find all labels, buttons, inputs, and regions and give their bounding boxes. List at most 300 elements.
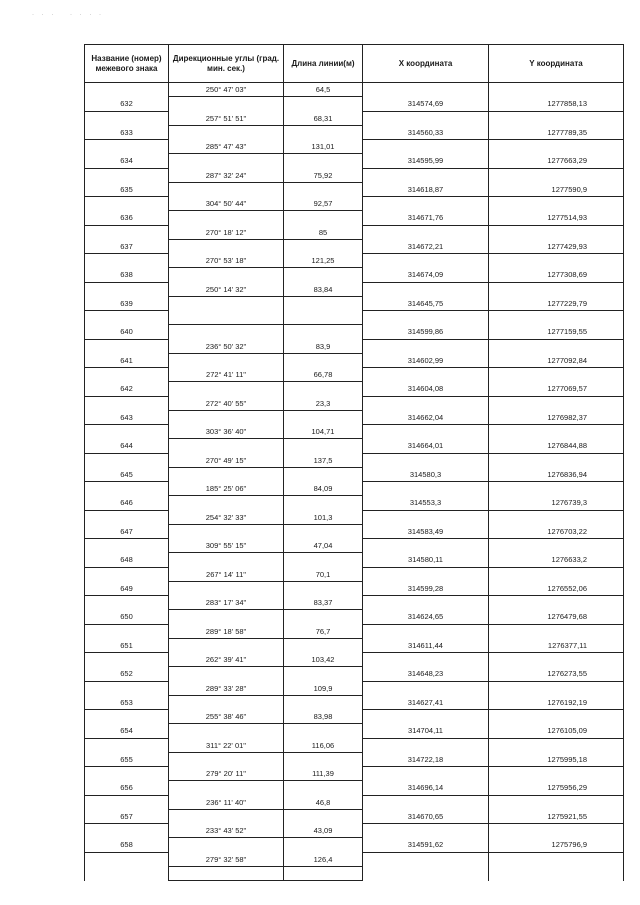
cell-line-length — [284, 354, 363, 368]
cell-point-name — [85, 853, 169, 867]
cell-point-name: 650 — [85, 610, 169, 624]
cell-direction-angle: 236° 50' 32" — [169, 340, 284, 354]
cell-line-length: 104,71 — [284, 425, 363, 439]
cell-point-name — [85, 539, 169, 553]
cell-point-name — [85, 112, 169, 126]
cell-x-coordinate: 314583,49 — [363, 525, 489, 539]
cell-point-name — [85, 767, 169, 781]
cell-y-coordinate: 1277229,79 — [489, 297, 623, 311]
cell-direction-angle: 250° 47' 03" — [169, 83, 284, 97]
table-row-point — [85, 354, 623, 368]
cell-point-name: 651 — [85, 639, 169, 653]
cell-x-coordinate: 314624,65 — [363, 610, 489, 624]
cell-x-coordinate: 314574,69 — [363, 97, 489, 111]
cell-line-length — [284, 382, 363, 396]
cell-point-name: 648 — [85, 553, 169, 567]
cell-y-coordinate — [489, 169, 623, 183]
cell-point-name: 646 — [85, 496, 169, 510]
cell-point-name: 637 — [85, 240, 169, 254]
cell-y-coordinate — [489, 653, 623, 667]
cell-direction-angle — [169, 154, 284, 168]
cell-y-coordinate — [489, 568, 623, 582]
cell-x-coordinate — [363, 596, 489, 610]
cell-x-coordinate: 314595,99 — [363, 154, 489, 168]
cell-line-length — [284, 183, 363, 197]
cell-line-length: 111,39 — [284, 767, 363, 781]
cell-y-coordinate — [489, 511, 623, 525]
cell-y-coordinate — [489, 197, 623, 211]
table-row-segment — [85, 169, 623, 183]
cell-line-length — [284, 126, 363, 140]
cell-line-length — [284, 297, 363, 311]
cell-line-length: 76,7 — [284, 625, 363, 639]
cell-direction-angle: 267° 14' 11" — [169, 568, 284, 582]
cell-point-name — [85, 311, 169, 325]
cell-line-length: 92,57 — [284, 197, 363, 211]
table-row-segment — [85, 739, 623, 753]
cell-line-length — [284, 211, 363, 225]
cell-y-coordinate: 1276982,37 — [489, 411, 623, 425]
table-row-point — [85, 439, 623, 453]
table-row-segment — [85, 454, 623, 468]
table-row-segment — [85, 568, 623, 582]
cell-point-name: 639 — [85, 297, 169, 311]
cell-y-coordinate — [489, 425, 623, 439]
cell-y-coordinate — [489, 682, 623, 696]
cell-point-name — [85, 625, 169, 639]
coordinates-table — [84, 44, 624, 881]
cell-direction-angle — [169, 439, 284, 453]
cell-point-name: 634 — [85, 154, 169, 168]
cell-direction-angle: 287° 32' 24" — [169, 169, 284, 183]
cell-x-coordinate — [363, 710, 489, 724]
header-x-coordinate: X координата — [363, 45, 489, 82]
cell-point-name — [85, 283, 169, 297]
cell-direction-angle: 311° 22' 01" — [169, 739, 284, 753]
table-row-segment — [85, 653, 623, 667]
cell-y-coordinate — [489, 454, 623, 468]
cell-direction-angle: 303° 36' 40" — [169, 425, 284, 439]
cell-y-coordinate: 1276552,06 — [489, 582, 623, 596]
cell-line-length: 68,31 — [284, 112, 363, 126]
table-row-point — [85, 610, 623, 624]
cell-y-coordinate: 1276273,55 — [489, 667, 623, 681]
cell-direction-angle: 272° 41' 11" — [169, 368, 284, 382]
cell-direction-angle: 270° 53' 18" — [169, 254, 284, 268]
cell-y-coordinate: 1277514,93 — [489, 211, 623, 225]
table-row-segment — [85, 311, 623, 325]
cell-y-coordinate: 1276844,88 — [489, 439, 623, 453]
table-row-segment — [85, 625, 623, 639]
cell-y-coordinate — [489, 796, 623, 810]
header-y-coordinate: Y координата — [529, 58, 583, 68]
cell-y-coordinate — [489, 397, 623, 411]
cell-direction-angle: 289° 18' 58" — [169, 625, 284, 639]
cell-line-length — [284, 268, 363, 282]
cell-direction-angle — [169, 126, 284, 140]
header-direction-angle: Дирекционные углы (град. мин. сек.) — [169, 45, 284, 82]
cell-x-coordinate: 314696,14 — [363, 781, 489, 795]
cell-line-length — [284, 553, 363, 567]
table-row-point — [85, 411, 623, 425]
table-row-segment — [85, 368, 623, 382]
cell-point-name — [85, 197, 169, 211]
cell-direction-angle: 233° 43' 52" — [169, 824, 284, 838]
cell-direction-angle: 257° 51' 51" — [169, 112, 284, 126]
cell-line-length — [284, 496, 363, 510]
cell-line-length: 83,84 — [284, 283, 363, 297]
cell-y-coordinate: 1275796,9 — [489, 838, 623, 852]
cell-y-coordinate: 1275956,29 — [489, 781, 623, 795]
cell-y-coordinate: 1277308,69 — [489, 268, 623, 282]
table-row-point — [85, 553, 623, 567]
cell-line-length — [284, 525, 363, 539]
table-row-point — [85, 268, 623, 282]
cell-line-length — [284, 97, 363, 111]
cell-point-name — [85, 710, 169, 724]
cell-direction-angle — [169, 582, 284, 596]
cell-direction-angle: 254° 32' 33" — [169, 511, 284, 525]
table-row-point — [85, 382, 623, 396]
table-row-point — [85, 496, 623, 510]
cell-point-name: 638 — [85, 268, 169, 282]
cell-x-coordinate: 314662,04 — [363, 411, 489, 425]
cell-line-length — [284, 867, 363, 881]
cell-direction-angle: 250° 14' 32" — [169, 283, 284, 297]
cell-point-name — [85, 226, 169, 240]
cell-y-coordinate — [489, 853, 623, 867]
cell-point-name — [85, 425, 169, 439]
cell-point-name — [85, 454, 169, 468]
cell-y-coordinate: 1277069,57 — [489, 382, 623, 396]
cell-direction-angle — [169, 496, 284, 510]
cell-y-coordinate: 1277590,9 — [489, 183, 623, 197]
cell-line-length — [284, 439, 363, 453]
cell-direction-angle — [169, 838, 284, 852]
table-row-segment — [85, 853, 623, 867]
cell-x-coordinate — [363, 482, 489, 496]
table-row-point — [85, 753, 623, 767]
cell-point-name — [85, 867, 169, 881]
cell-point-name — [85, 511, 169, 525]
cell-x-coordinate: 314580,3 — [363, 468, 489, 482]
cell-line-length: 101,3 — [284, 511, 363, 525]
cell-direction-angle — [169, 525, 284, 539]
cell-x-coordinate — [363, 653, 489, 667]
cell-line-length: 64,5 — [284, 83, 363, 97]
cell-y-coordinate: 1277429,93 — [489, 240, 623, 254]
cell-direction-angle — [169, 97, 284, 111]
cell-direction-angle: 236° 11' 40" — [169, 796, 284, 810]
cell-point-name: 640 — [85, 325, 169, 339]
table-row-segment — [85, 197, 623, 211]
cell-y-coordinate: 1277789,35 — [489, 126, 623, 140]
table-row-segment — [85, 254, 623, 268]
cell-y-coordinate: 1276192,19 — [489, 696, 623, 710]
cell-y-coordinate — [489, 83, 623, 97]
cell-x-coordinate: 314618,87 — [363, 183, 489, 197]
cell-direction-angle — [169, 724, 284, 738]
cell-x-coordinate — [363, 682, 489, 696]
scan-artifact: · · · · — [70, 12, 104, 18]
table-row-point — [85, 154, 623, 168]
cell-line-length: 23,3 — [284, 397, 363, 411]
cell-point-name — [85, 83, 169, 97]
cell-x-coordinate: 314604,08 — [363, 382, 489, 396]
cell-y-coordinate — [489, 254, 623, 268]
cell-line-length: 47,04 — [284, 539, 363, 553]
cell-line-length — [284, 154, 363, 168]
cell-x-coordinate — [363, 311, 489, 325]
table-row-point — [85, 582, 623, 596]
cell-line-length — [284, 753, 363, 767]
table-header — [85, 45, 623, 83]
cell-line-length: 109,9 — [284, 682, 363, 696]
cell-y-coordinate — [489, 226, 623, 240]
cell-line-length: 126,4 — [284, 853, 363, 867]
cell-point-name: 643 — [85, 411, 169, 425]
cell-x-coordinate: 314670,65 — [363, 810, 489, 824]
cell-line-length — [284, 639, 363, 653]
cell-x-coordinate: 314674,09 — [363, 268, 489, 282]
table-row-segment — [85, 112, 623, 126]
cell-x-coordinate — [363, 853, 489, 867]
cell-direction-angle: 285° 47' 43" — [169, 140, 284, 154]
table-row-point — [85, 297, 623, 311]
cell-y-coordinate: 1277092,84 — [489, 354, 623, 368]
table-row-point — [85, 667, 623, 681]
cell-line-length: 83,37 — [284, 596, 363, 610]
cell-y-coordinate — [489, 767, 623, 781]
cell-x-coordinate: 314627,41 — [363, 696, 489, 710]
table-row-segment — [85, 482, 623, 496]
cell-x-coordinate: 314648,23 — [363, 667, 489, 681]
cell-line-length — [284, 781, 363, 795]
cell-y-coordinate: 1275995,18 — [489, 753, 623, 767]
cell-direction-angle — [169, 268, 284, 282]
cell-y-coordinate: 1277663,29 — [489, 154, 623, 168]
cell-line-length: 121,25 — [284, 254, 363, 268]
cell-x-coordinate — [363, 340, 489, 354]
cell-line-length — [284, 468, 363, 482]
cell-point-name: 656 — [85, 781, 169, 795]
table-row-segment — [85, 226, 623, 240]
cell-direction-angle: 304° 50' 44" — [169, 197, 284, 211]
cell-line-length — [284, 582, 363, 596]
cell-x-coordinate — [363, 867, 489, 881]
cell-y-coordinate: 1277159,55 — [489, 325, 623, 339]
cell-direction-angle: 309° 55' 15" — [169, 539, 284, 553]
cell-x-coordinate — [363, 197, 489, 211]
table-row-point — [85, 724, 623, 738]
table-row-segment — [85, 397, 623, 411]
cell-point-name: 635 — [85, 183, 169, 197]
cell-y-coordinate — [489, 340, 623, 354]
cell-direction-angle — [169, 610, 284, 624]
table-row-point — [85, 639, 623, 653]
cell-x-coordinate — [363, 796, 489, 810]
cell-direction-angle — [169, 411, 284, 425]
cell-point-name — [85, 596, 169, 610]
cell-point-name: 649 — [85, 582, 169, 596]
cell-x-coordinate — [363, 83, 489, 97]
table-row-point — [85, 211, 623, 225]
cell-direction-angle: 283° 17' 34" — [169, 596, 284, 610]
cell-point-name — [85, 140, 169, 154]
cell-point-name: 636 — [85, 211, 169, 225]
cell-point-name — [85, 254, 169, 268]
cell-line-length: 137,5 — [284, 454, 363, 468]
cell-point-name: 655 — [85, 753, 169, 767]
cell-x-coordinate — [363, 226, 489, 240]
cell-y-coordinate: 1276703,22 — [489, 525, 623, 539]
cell-x-coordinate — [363, 511, 489, 525]
cell-y-coordinate — [489, 739, 623, 753]
table-row-point — [85, 468, 623, 482]
cell-point-name — [85, 368, 169, 382]
table-row-point — [85, 240, 623, 254]
cell-point-name — [85, 482, 169, 496]
cell-x-coordinate: 314664,01 — [363, 439, 489, 453]
cell-direction-angle — [169, 867, 284, 881]
cell-line-length — [284, 311, 363, 325]
cell-y-coordinate — [489, 539, 623, 553]
table-row-point — [85, 525, 623, 539]
cell-x-coordinate — [363, 254, 489, 268]
cell-line-length: 83,98 — [284, 710, 363, 724]
cell-line-length: 84,09 — [284, 482, 363, 496]
table-row-point — [85, 126, 623, 140]
cell-line-length: 66,78 — [284, 368, 363, 382]
header-point-name: Название (номер) межевого знака — [85, 45, 169, 82]
cell-direction-angle — [169, 696, 284, 710]
cell-x-coordinate — [363, 824, 489, 838]
table-row-segment — [85, 596, 623, 610]
cell-point-name: 658 — [85, 838, 169, 852]
cell-y-coordinate — [489, 867, 623, 881]
cell-x-coordinate — [363, 454, 489, 468]
cell-direction-angle: 255° 38' 46" — [169, 710, 284, 724]
cell-y-coordinate — [489, 368, 623, 382]
cell-direction-angle — [169, 183, 284, 197]
cell-x-coordinate: 314611,44 — [363, 639, 489, 653]
cell-direction-angle — [169, 468, 284, 482]
cell-x-coordinate: 314722,18 — [363, 753, 489, 767]
cell-y-coordinate — [489, 824, 623, 838]
cell-x-coordinate — [363, 568, 489, 582]
cell-direction-angle — [169, 553, 284, 567]
cell-point-name — [85, 169, 169, 183]
cell-direction-angle — [169, 639, 284, 653]
cell-point-name — [85, 340, 169, 354]
cell-direction-angle: 289° 33' 28" — [169, 682, 284, 696]
cell-direction-angle: 262° 39' 41" — [169, 653, 284, 667]
cell-point-name: 647 — [85, 525, 169, 539]
cell-line-length — [284, 667, 363, 681]
cell-y-coordinate — [489, 311, 623, 325]
cell-x-coordinate — [363, 112, 489, 126]
cell-line-length — [284, 810, 363, 824]
cell-x-coordinate: 314580,11 — [363, 553, 489, 567]
cell-y-coordinate — [489, 596, 623, 610]
table-row-segment — [85, 539, 623, 553]
cell-point-name: 653 — [85, 696, 169, 710]
cell-y-coordinate — [489, 625, 623, 639]
cell-x-coordinate — [363, 140, 489, 154]
cell-point-name: 641 — [85, 354, 169, 368]
cell-line-length: 103,42 — [284, 653, 363, 667]
cell-x-coordinate — [363, 283, 489, 297]
table-row-segment — [85, 682, 623, 696]
cell-direction-angle: 270° 18' 12" — [169, 226, 284, 240]
cell-line-length: 131,01 — [284, 140, 363, 154]
cell-x-coordinate: 314671,76 — [363, 211, 489, 225]
cell-direction-angle: 270° 49' 15" — [169, 454, 284, 468]
cell-line-length — [284, 724, 363, 738]
table-row-point — [85, 838, 623, 852]
cell-point-name: 642 — [85, 382, 169, 396]
table-row-segment — [85, 824, 623, 838]
cell-y-coordinate: 1276633,2 — [489, 553, 623, 567]
cell-direction-angle — [169, 781, 284, 795]
cell-point-name: 645 — [85, 468, 169, 482]
cell-line-length: 75,92 — [284, 169, 363, 183]
table-row-segment — [85, 710, 623, 724]
cell-x-coordinate: 314560,33 — [363, 126, 489, 140]
cell-point-name — [85, 739, 169, 753]
cell-x-coordinate: 314704,11 — [363, 724, 489, 738]
cell-line-length: 43,09 — [284, 824, 363, 838]
cell-x-coordinate: 314591,62 — [363, 838, 489, 852]
cell-y-coordinate: 1275921,55 — [489, 810, 623, 824]
cell-y-coordinate — [489, 710, 623, 724]
table-row-point — [85, 325, 623, 339]
cell-line-length: 70,1 — [284, 568, 363, 582]
cell-x-coordinate: 314645,75 — [363, 297, 489, 311]
cell-x-coordinate — [363, 625, 489, 639]
table-row-segment — [85, 283, 623, 297]
cell-line-length — [284, 325, 363, 339]
cell-x-coordinate: 314672,21 — [363, 240, 489, 254]
cell-direction-angle: 279° 20' 11" — [169, 767, 284, 781]
cell-x-coordinate: 314553,3 — [363, 496, 489, 510]
cell-line-length: 83,9 — [284, 340, 363, 354]
cell-direction-angle — [169, 311, 284, 325]
cell-point-name — [85, 653, 169, 667]
cell-line-length: 85 — [284, 226, 363, 240]
cell-point-name: 652 — [85, 667, 169, 681]
cell-line-length — [284, 240, 363, 254]
cell-point-name: 657 — [85, 810, 169, 824]
table-body — [85, 83, 623, 881]
cell-direction-angle — [169, 753, 284, 767]
cell-direction-angle — [169, 354, 284, 368]
cell-point-name — [85, 568, 169, 582]
scan-artifact: · · · — [32, 12, 57, 18]
table-row-point — [85, 867, 623, 881]
cell-line-length — [284, 411, 363, 425]
cell-x-coordinate — [363, 368, 489, 382]
cell-direction-angle — [169, 297, 284, 311]
cell-point-name: 644 — [85, 439, 169, 453]
table-row-point — [85, 183, 623, 197]
table-row-point — [85, 781, 623, 795]
cell-point-name: 654 — [85, 724, 169, 738]
cell-point-name: 632 — [85, 97, 169, 111]
table-row-segment — [85, 425, 623, 439]
cell-x-coordinate: 314599,28 — [363, 582, 489, 596]
cell-direction-angle: 279° 32' 58" — [169, 853, 284, 867]
